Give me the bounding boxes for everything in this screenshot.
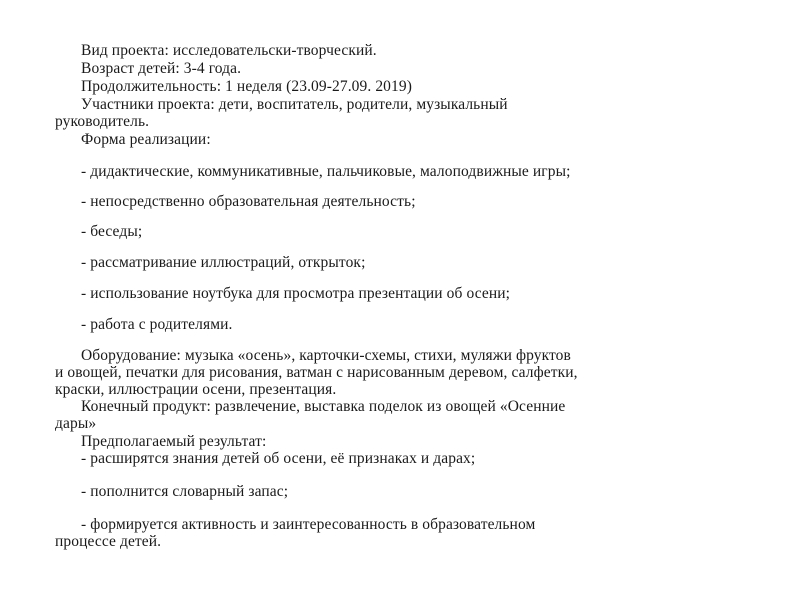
result-item-activity-cont: процессе детей. [55,533,162,550]
result-item-activity: - формируется активность и заинтересованность в образовательном [81,516,536,533]
form-item-games: - дидактические, коммуникативные, пальчиковые, малоподвижные игры; [81,163,571,180]
project-type-line: Вид проекта: исследовательски-творческий. [81,42,377,59]
form-item-education: - непосредственно образовательная деятельность; [81,193,416,210]
form-item-conversations: - беседы; [81,223,143,240]
participants-line-cont: руководитель. [55,113,150,130]
result-item-knowledge: - расширятся знания детей об осени, её признаках и дарах; [81,450,476,467]
result-item-vocabulary: - пополнится словарный запас; [81,483,289,500]
form-item-illustrations: - рассматривание иллюстраций, открыток; [81,254,366,271]
form-heading: Форма реализации: [81,131,211,148]
form-item-parents: - работа с родителями. [81,316,233,333]
final-product-line-cont: дары» [55,415,97,432]
duration-line: Продолжительность: 1 неделя (23.09-27.09. 2019) [81,78,412,95]
equipment-line: Оборудование: музыка «осень», карточки-схемы, стихи, муляжи фруктов [81,347,571,364]
participants-line: Участники проекта: дети, воспитатель, родители, музыкальный [81,96,508,113]
equipment-line-cont-1: и овощей, печатки для рисования, ватман с нарисованным деревом, салфетки, [55,364,578,381]
expected-result-heading: Предполагаемый результат: [81,433,267,450]
equipment-line-cont-2: краски, иллюстрации осени, презентация. [55,381,337,398]
form-item-laptop: - использование ноутбука для просмотра презентации об осени; [81,285,511,302]
final-product-line: Конечный продукт: развлечение, выставка поделок из овощей «Осенние [81,398,566,415]
children-age-line: Возраст детей: 3-4 года. [81,60,242,77]
